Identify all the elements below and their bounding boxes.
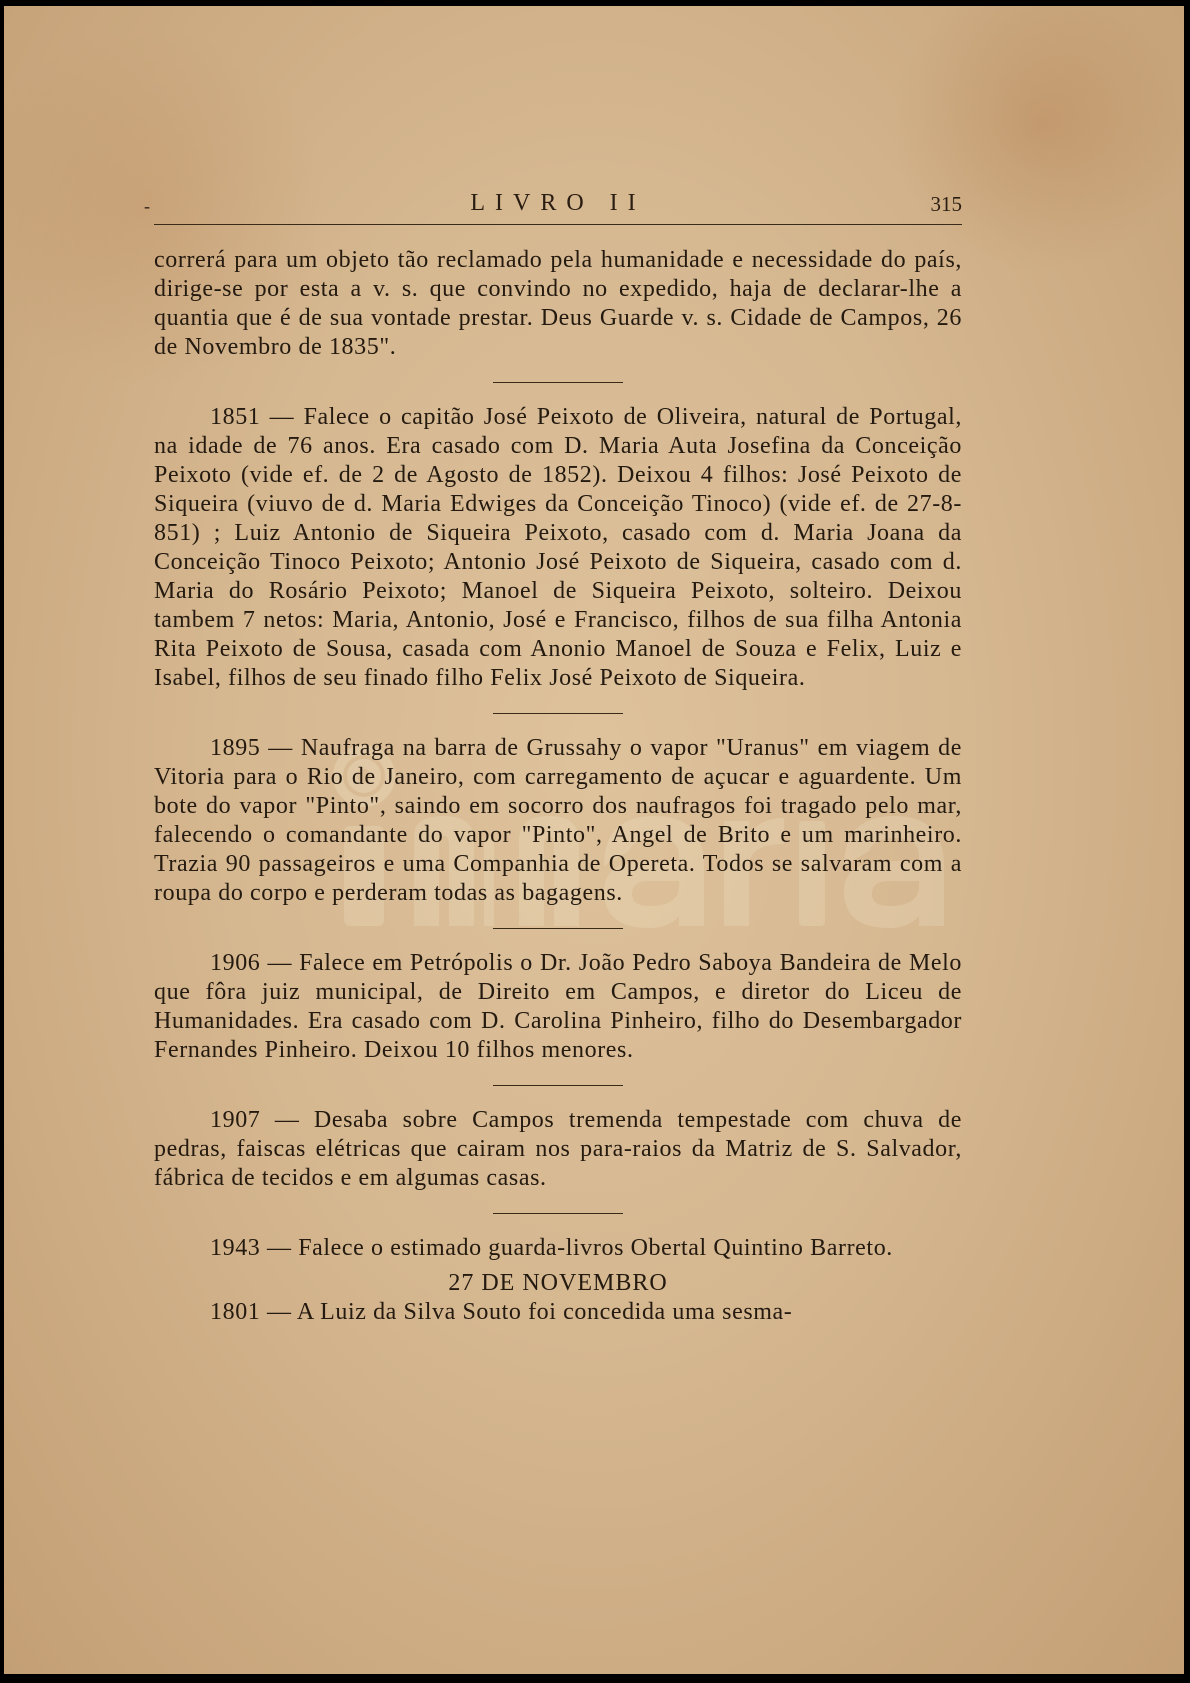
separator-rule xyxy=(493,1085,623,1086)
entry-1943: 1943 — Falece o estimado guarda-livros Obertal Quintino Barreto. xyxy=(210,1235,893,1261)
separator-rule xyxy=(493,928,623,929)
entry-1801: 1801 — A Luiz da Silva Souto foi concedida uma sesma- xyxy=(210,1299,793,1325)
separator-rule xyxy=(493,713,623,714)
running-header xyxy=(144,190,962,225)
entry-1895: 1895 — Naufraga na barra de Grussahy o vapor "Uranus" em viagem de Vitoria para o Rio de Janeiro, com carregamento de açucar e aguardente. Um bote do vapor "Pinto", saindo em socorro dos naufragos foi tragado pelo mar, falecendo o comandante do vapor "Pinto", Angel de Brito e um marinheiro. Trazia 90 passageiros e uma Companhia de Opereta. Todos se salvaram com a roupa do corpo e perderam todas as bagagens. xyxy=(154,735,962,906)
page-number: 315 xyxy=(930,192,962,216)
entry-1906: 1906 — Falece em Petrópolis o Dr. João Pedro Saboya Bandeira de Melo que fôra juiz municipal, de Direito em Campos, e diretor do Liceu de Humanidades. Era casado com D. Carolina Pinheiro, filho do Desembargador Fernandes Pinheiro. Deixou 10 filhos menores. xyxy=(154,950,962,1063)
header-mark: - xyxy=(144,196,150,216)
separator-rule xyxy=(493,1213,623,1214)
entry-1907: 1907 — Desaba sobre Campos tremenda tempestade com chuva de pedras, faiscas elétricas que cairam nos para-raios da Matriz de S. Salvador, fábrica de tecidos e em algumas casas. xyxy=(154,1107,962,1191)
body-text xyxy=(154,246,962,1327)
paragraph-continuation: correrá para um objeto tão reclamado pela humanidade e necessidade do país, dirige-se por esta a v. s. que convindo no expedido, haja de declarar-lhe a quantia que é de sua vontade prestar. Deus Guarde v. s. Cidade de Campos, 26 de Novembro de 1835". xyxy=(154,247,962,360)
date-heading: 27 DE NOVEMBRO xyxy=(448,1270,668,1296)
separator-rule xyxy=(493,382,623,383)
book-title: LIVRO II xyxy=(470,190,646,216)
scanned-page xyxy=(4,6,1184,1674)
entry-1851: 1851 — Falece o capitão José Peixoto de Oliveira, natural de Portugal, na idade de 76 anos. Era casado com D. Maria Auta Josefina da Conceição Peixoto (vide ef. de 2 de Agosto de 1852). Deixou 4 filhos: José Peixoto de Siqueira (viuvo de d. Maria Edwiges da Conceição Tinoco) (vide ef. de 27-8-851) ; Luiz Antonio de Siqueira Peixoto, casado com d. Maria Joana da Conceição Tinoco Peixoto; Antonio José Peixoto de Siqueira, casado com d. Maria do Rosário Peixoto; Manoel de Siqueira Peixoto, solteiro. Deixou tambem 7 netos: Maria, Antonio, José e Francisco, filhos de sua filha Antonia Rita Peixoto de Sousa, casada com Anonio Manoel de Souza e Felix, Luiz e Isabel, filhos de seu finado filho Felix José Peixoto de Siqueira. xyxy=(154,404,962,691)
